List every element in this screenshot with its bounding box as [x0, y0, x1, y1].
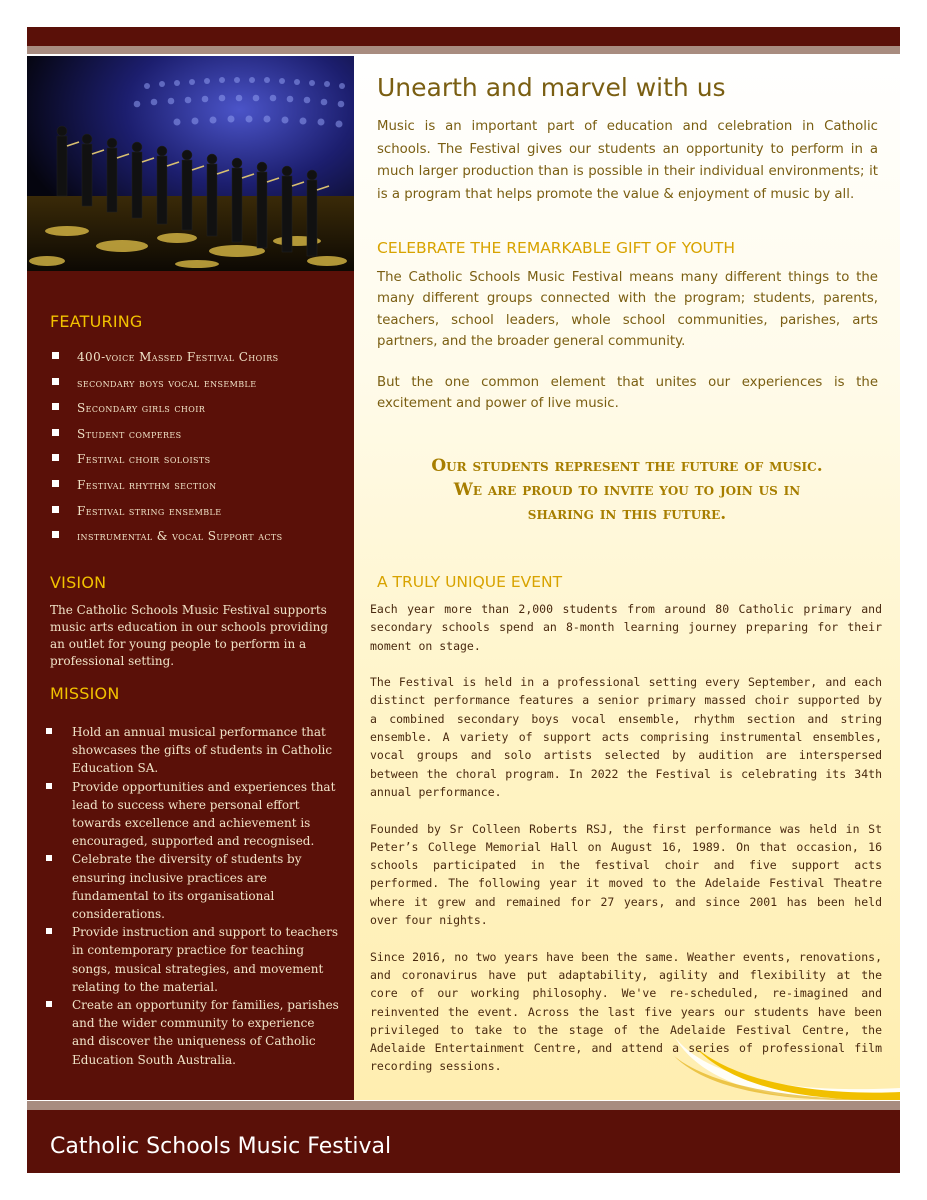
top-stripe [27, 46, 900, 54]
featuring-heading: FEATURING [50, 312, 143, 331]
concert-photo [27, 56, 354, 271]
decorative-swoosh [674, 1036, 900, 1100]
event-paragraph: The Festival is held in a professional setting every September, and each distinct performance features a senior primary massed choir supported by a combined secondary boys vocal ensemble, rhythm section and string ensemble. A variety of support acts comprising instrumental ensembles, vocal groups and solo artists selected by audition are interspersed between the choral program. In 2022 the Festival is celebrating its 34th annual performance. [370, 675, 882, 799]
square-bullet-icon [52, 352, 59, 359]
vision-text: The Catholic Schools Music Festival supports music arts education in our schools providing an outlet for young people to perform in a professional setting. [50, 603, 329, 668]
square-bullet-icon [52, 480, 59, 487]
list-item: Provide opportunities and experiences that lead to success where personal effort towards excellence and achievement is encouraged, supported and recognised. [44, 778, 339, 851]
square-bullet-icon [52, 378, 59, 385]
square-bullet-icon [46, 928, 52, 934]
list-item: Hold an annual musical performance that showcases the gifts of students in Catholic Education SA. [44, 723, 339, 778]
square-bullet-icon [52, 506, 59, 513]
mission-heading: MISSION [50, 684, 120, 703]
top-bar [27, 27, 900, 46]
list-item: 400-voice Massed Festival Choirs [50, 348, 340, 374]
highlight-quote [382, 454, 872, 526]
list-item: instrumental & vocal Support acts [50, 527, 340, 553]
event-heading: A TRULY UNIQUE EVENT [377, 573, 563, 591]
list-item: Student comperes [50, 425, 340, 451]
event-body [370, 600, 882, 1094]
list-item: Provide instruction and support to teachers in contemporary practice for teaching songs, musical strategies, and movement relating to the material. [44, 923, 339, 996]
list-item: Festival rhythm section [50, 476, 340, 502]
list-item: Celebrate the diversity of students by ensuring inclusive practices are fundamental to its organisational considerations. [44, 850, 339, 923]
square-bullet-icon [52, 531, 59, 538]
square-bullet-icon [52, 429, 59, 436]
square-bullet-icon [52, 454, 59, 461]
square-bullet-icon [46, 1001, 52, 1007]
mission-list [44, 723, 339, 1069]
square-bullet-icon [46, 855, 52, 861]
event-paragraph: Each year more than 2,000 students from around 80 Catholic primary and secondary schools spend an 8-month learning journey preparing for their moment on stage. [370, 602, 882, 653]
quote-line: We are proud to invite you to join us in [453, 480, 801, 500]
youth-heading: CELEBRATE THE REMARKABLE GIFT OF YOUTH [377, 239, 735, 257]
list-item: Secondary girls choir [50, 399, 340, 425]
quote-line: Our students represent the future of music. [431, 456, 823, 476]
bottom-stripe [27, 1101, 900, 1110]
list-item: Create an opportunity for families, parishes and the wider community to experience and discover the uniqueness of Catholic Education South Australia. [44, 996, 339, 1069]
square-bullet-icon [46, 728, 52, 734]
quote-line: sharing in this future. [527, 504, 727, 524]
list-item: secondary boys vocal ensemble [50, 374, 340, 400]
youth-paragraph-1: The Catholic Schools Music Festival means many different things to the many different groups connected with the program; students, parents, teachers, school leaders, whole school communities, parishes, arts partners, and the broader general community. [377, 270, 878, 349]
page-title: Unearth and marvel with us [377, 73, 726, 102]
intro-paragraph: Music is an important part of education and celebration in Catholic schools. The Festival gives our students an opportunity to perform in a much larger production than is possible in their individual environments; it is a program that helps promote the value & enjoyment of music by all. [377, 119, 878, 202]
square-bullet-icon [52, 403, 59, 410]
event-paragraph: Since 2016, no two years have been the same. Weather events, renovations, and coronavirus have put adaptability, agility and flexibility at the core of our working philosophy. We've re-scheduled, re-imagined and reinvented the event. Across the last five years our students have been privileged to take to the stage of the Adelaide Festival Centre, the Adelaide Entertainment Centre, and attend a series of professional film recording sessions. [370, 949, 882, 1074]
list-item: Festival choir soloists [50, 450, 340, 476]
footer [27, 1110, 900, 1173]
vision-heading: VISION [50, 573, 107, 592]
list-item: Festival string ensemble [50, 502, 340, 528]
square-bullet-icon [46, 783, 52, 789]
footer-title: Catholic Schools Music Festival [50, 1134, 392, 1159]
featuring-list [50, 348, 340, 553]
main-content [354, 56, 900, 1100]
event-paragraph: Founded by Sr Colleen Roberts RSJ, the first performance was held in St Peter’s College Memorial Hall on August 16, 1989. On that occasion, 16 schools participated in the festival choir and five support acts performed. The following year it moved to the Adelaide Festival Theatre where it grew and remained for 27 years, and since 2001 has been held over four nights. [370, 821, 882, 928]
youth-paragraph-2: But the one common element that unites our experiences is the excitement and power of live music. [377, 375, 878, 412]
